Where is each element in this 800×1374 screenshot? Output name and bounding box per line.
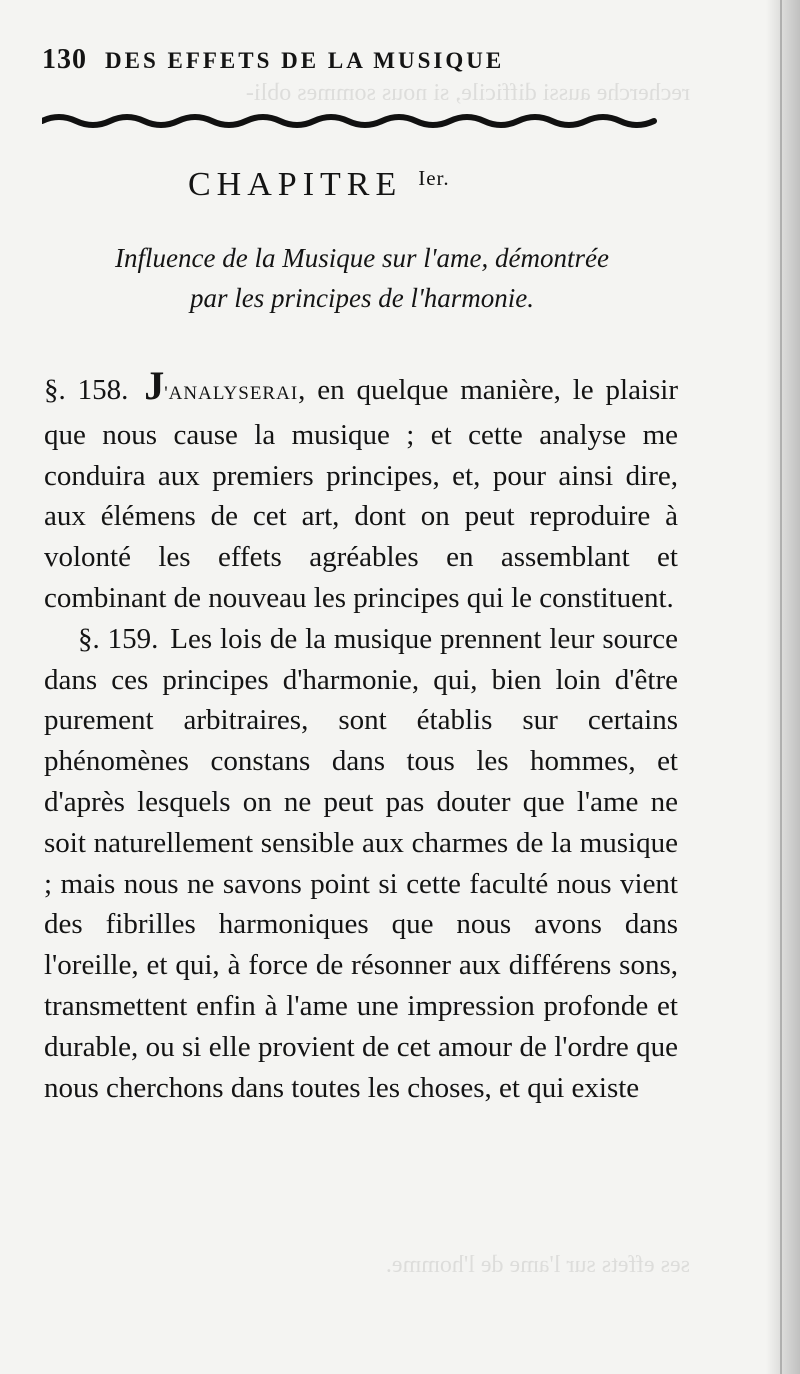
page-edge-line xyxy=(780,0,782,1374)
body-text xyxy=(44,363,679,1108)
chapter-heading xyxy=(188,166,450,204)
running-head xyxy=(42,44,602,76)
page-number: 130 xyxy=(42,44,87,75)
wavy-rule-ornament xyxy=(42,112,662,130)
chapter-title xyxy=(42,238,682,318)
section-number: §. 158. xyxy=(44,374,129,406)
chapter-number: Ier. xyxy=(418,166,450,190)
chapter-title-line-1: Influence de la Musique sur l'ame, démontrée xyxy=(115,243,609,273)
small-caps-word: 'ANALYSERAI xyxy=(164,383,299,404)
chapter-label: CHAPITRE xyxy=(188,166,403,203)
page-edge-shadow xyxy=(766,0,800,1374)
running-head-title: DES EFFETS DE LA MUSIQUE xyxy=(105,48,505,73)
paragraph-159 xyxy=(44,619,678,1109)
drop-cap: J xyxy=(144,363,165,408)
section-number: §. 159. xyxy=(78,622,159,655)
paragraph-158 xyxy=(44,363,678,619)
bleed-through-top: recherche aussi difficile, si nous sommes obli- xyxy=(245,80,690,106)
chapter-title-line-2: par les principes de l'harmonie. xyxy=(190,283,534,313)
paragraph-text: Les lois de la musique prennent leur source dans ces principes d'harmonie, qui, bien loin d'être purement arbitraires, sont établis sur certains phénomènes constans dans tous les hommes, et d'après lesquels on ne peut pas douter que l'ame ne soit naturellement sensible aux charmes de la musique ; mais nous ne savons point si cette faculté nous vient des fibrilles harmoniques que nous avons dans l'oreille, et qui, à force de résonner aux différens sons, transmettent enfin à l'ame une impression profonde et durable, ou si elle provient de cet amour de l'ordre que nous cherchons dans toutes les choses, et qui existe xyxy=(44,622,679,1104)
bleed-through-bottom: ses effets sur l'ame de l'homme. xyxy=(385,1252,690,1278)
paragraph-text: , en quelque manière, le plaisir que nous cause la musique ; et cette analyse me conduira aux premiers principes, et, pour ainsi dire, aux élémens de cet art, dont on peut reproduire à volonté les effets agréables en assemblant et combinant de nouveau les principes qui le constituent. xyxy=(44,374,678,614)
